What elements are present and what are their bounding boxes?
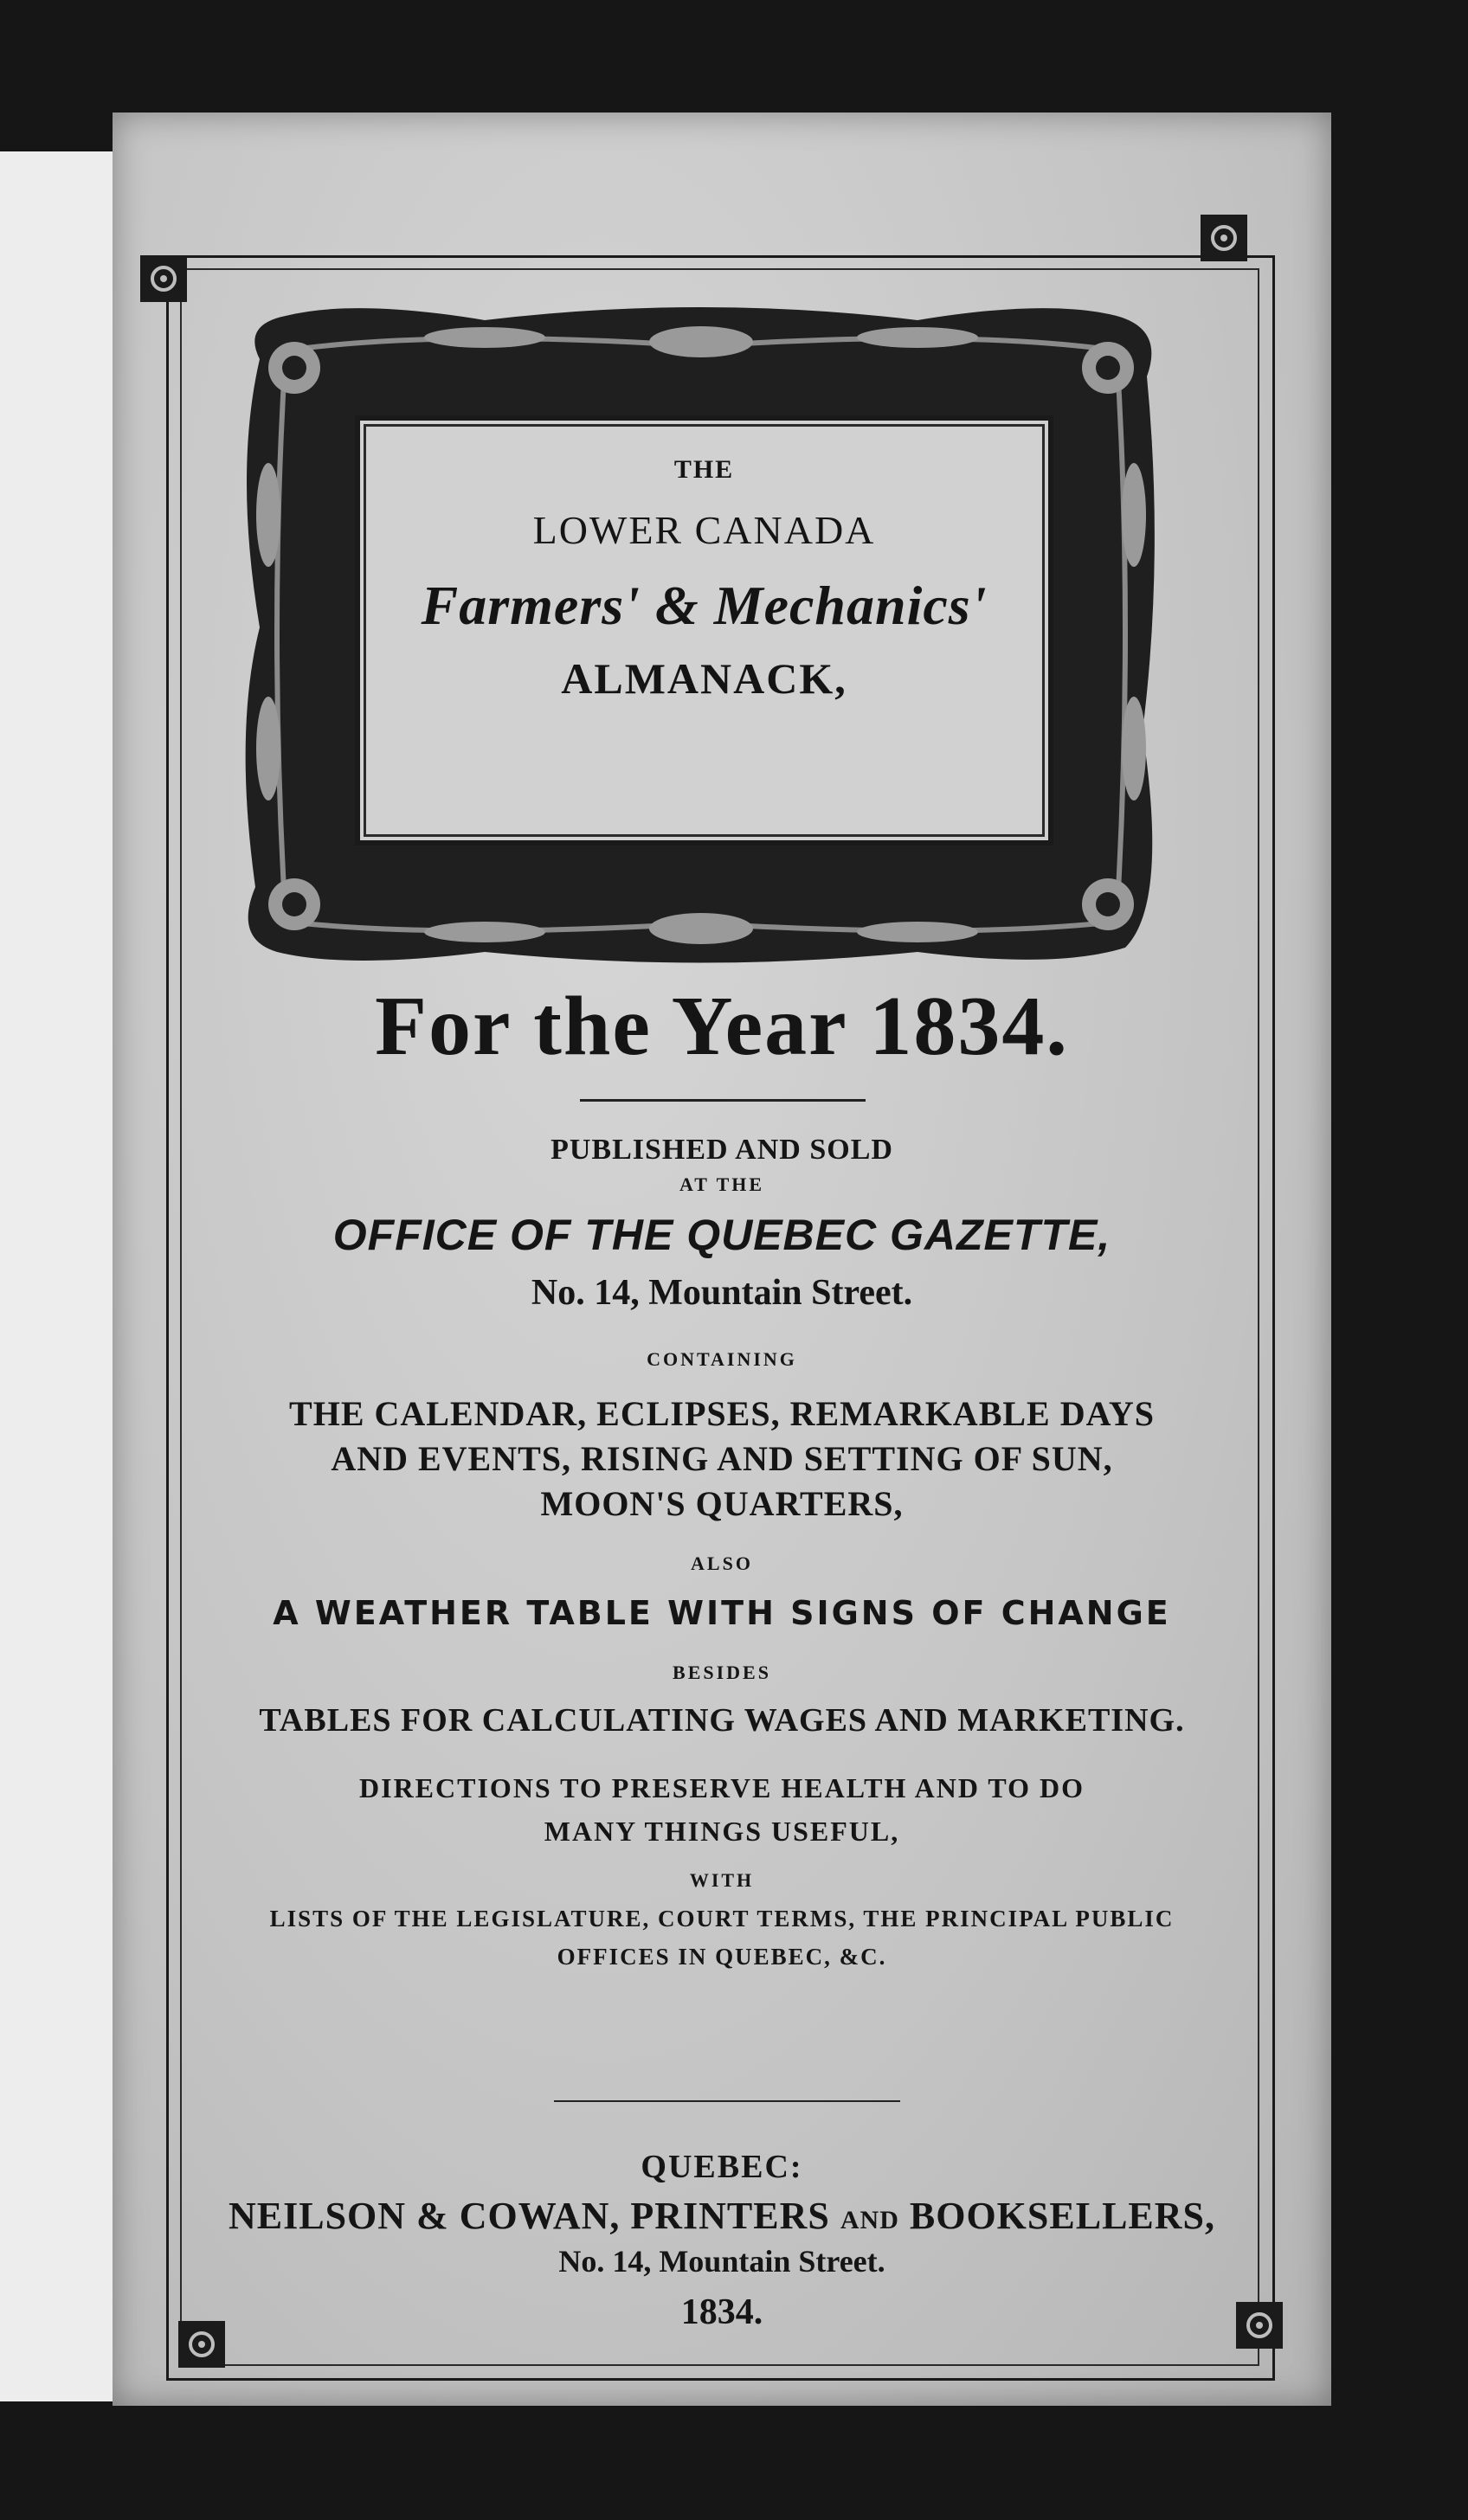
calendar-line-1: THE CALENDAR, ECLIPSES, REMARKABLE DAYS bbox=[289, 1394, 1155, 1433]
imprint-year: 1834. bbox=[680, 2292, 763, 2332]
imprint-printers-b: BOOKSELLERS, bbox=[909, 2195, 1216, 2237]
lists-line-2: OFFICES IN QUEBEC, &C. bbox=[557, 1944, 887, 1970]
calendar-line-3: MOON'S QUARTERS, bbox=[540, 1484, 904, 1523]
almanac-title-page bbox=[113, 112, 1331, 2406]
title-lower-canada: LOWER CANADA bbox=[532, 508, 876, 552]
imprint-printers-a: NEILSON & COWAN, PRINTERS bbox=[228, 2195, 830, 2237]
corner-ornament-icon bbox=[140, 255, 187, 302]
directions-line-2: MANY THINGS USEFUL, bbox=[544, 1816, 900, 1847]
calendar-line-2: AND EVENTS, RISING AND SETTING OF SUN, bbox=[331, 1439, 1113, 1478]
imprint-and: AND bbox=[840, 2206, 899, 2234]
address-line: No. 14, Mountain Street. bbox=[531, 1273, 913, 1313]
at-the-line: AT THE bbox=[679, 1173, 765, 1195]
title-the: THE bbox=[673, 455, 735, 484]
weather-table-line: A WEATHER TABLE WITH SIGNS OF CHANGE bbox=[273, 1594, 1171, 1632]
containing-label: CONTAINING bbox=[647, 1348, 797, 1370]
divider-rule bbox=[554, 2100, 900, 2102]
corner-ornament-icon bbox=[1201, 215, 1247, 261]
published-sold-line: PUBLISHED AND SOLD bbox=[550, 1134, 893, 1166]
year-heading: For the Year 1834. bbox=[375, 980, 1069, 1073]
directions-line-1: DIRECTIONS TO PRESERVE HEALTH AND TO DO bbox=[359, 1772, 1085, 1803]
besides-label: BESIDES bbox=[673, 1662, 771, 1683]
title-farmers-mechanics: Farmers' & Mechanics' bbox=[421, 575, 988, 636]
imprint-printers bbox=[113, 2194, 1331, 2238]
divider-rule bbox=[580, 1099, 866, 1102]
title-panel bbox=[355, 415, 1053, 845]
also-label: ALSO bbox=[691, 1552, 753, 1574]
title-almanack: ALMANACK, bbox=[561, 654, 847, 703]
tables-line: TABLES FOR CALCULATING WAGES AND MARKETING. bbox=[259, 1702, 1185, 1739]
adjacent-page-edge bbox=[0, 151, 130, 2401]
imprint-city: QUEBEC: bbox=[641, 2149, 803, 2185]
lists-line-1: LISTS OF THE LEGISLATURE, COURT TERMS, THE PRINCIPAL PUBLIC bbox=[269, 1906, 1175, 1932]
with-label: WITH bbox=[689, 1869, 755, 1891]
imprint-address: No. 14, Mountain Street. bbox=[558, 2244, 885, 2279]
office-line: OFFICE OF THE QUEBEC GAZETTE, bbox=[332, 1211, 1111, 1259]
